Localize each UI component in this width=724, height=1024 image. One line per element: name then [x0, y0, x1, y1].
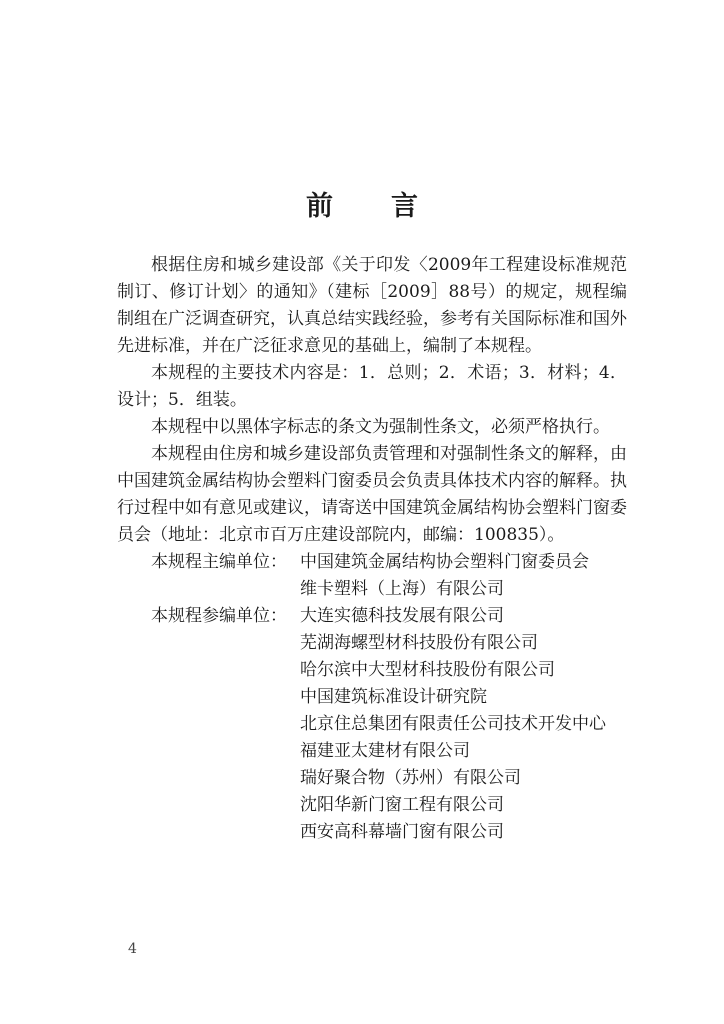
participating-unit-item: 芜湖海螺型材科技股份有限公司 — [300, 633, 538, 653]
paragraph-management: 本规程由住房和城乡建设部负责管理和对强制性条文的解释，由中国建筑金属结构协会塑料门窗委员会负责具体技术内容的解释。执行过程中如有意见或建议，请寄送中国建筑金属结构协会塑料门窗委员会（地址：北京市百万庄建设部院内，邮编：100835）。 — [117, 444, 627, 545]
participating-unit-item: 北京住总集团有限责任公司技术开发中心 — [300, 714, 606, 734]
participating-unit-item: 沈阳华新门窗工程有限公司 — [300, 795, 504, 815]
page-title: 前 言 — [305, 191, 443, 222]
paragraph-basis: 根据住房和城乡建设部《关于印发〈2009年工程建设标准规范制订、修订计划〉的通知》（建标［2009］88号）的规定，规程编制组在广泛调查研究，认真总结实践经验，参考有关国际标准和国外先进标准，并在广泛征求意见的基础上，编制了本规程。 — [117, 255, 627, 356]
paragraph-contents: 本规程的主要技术内容是：1．总则；2．术语；3．材料；4．设计；5．组装。 — [117, 363, 627, 410]
chief-unit-item: 中国建筑金属结构协会塑料门窗委员会 — [300, 552, 589, 572]
chief-units-label: 本规程主编单位： — [151, 552, 287, 572]
participating-units-label: 本规程参编单位： — [151, 606, 287, 626]
participating-unit-item: 福建亚太建材有限公司 — [300, 741, 470, 761]
participating-unit-item: 瑞好聚合物（苏州）有限公司 — [300, 768, 521, 788]
chief-unit-item: 维卡塑料（上海）有限公司 — [300, 579, 504, 599]
participating-units-section — [117, 603, 627, 846]
participating-unit-item: 中国建筑标准设计研究院 — [300, 687, 487, 707]
page-number: 4 — [128, 941, 137, 957]
chief-units-section — [117, 549, 627, 603]
chief-units-list — [300, 549, 627, 603]
participating-units-list — [300, 603, 627, 846]
preface-body — [117, 252, 627, 846]
participating-unit-item: 哈尔滨中大型材科技股份有限公司 — [300, 660, 555, 680]
participating-unit-item: 大连实德科技发展有限公司 — [300, 606, 504, 626]
participating-unit-item: 西安高科幕墙门窗有限公司 — [300, 822, 504, 842]
paragraph-mandatory: 本规程中以黑体字标志的条文为强制性条文，必须严格执行。 — [151, 417, 610, 437]
